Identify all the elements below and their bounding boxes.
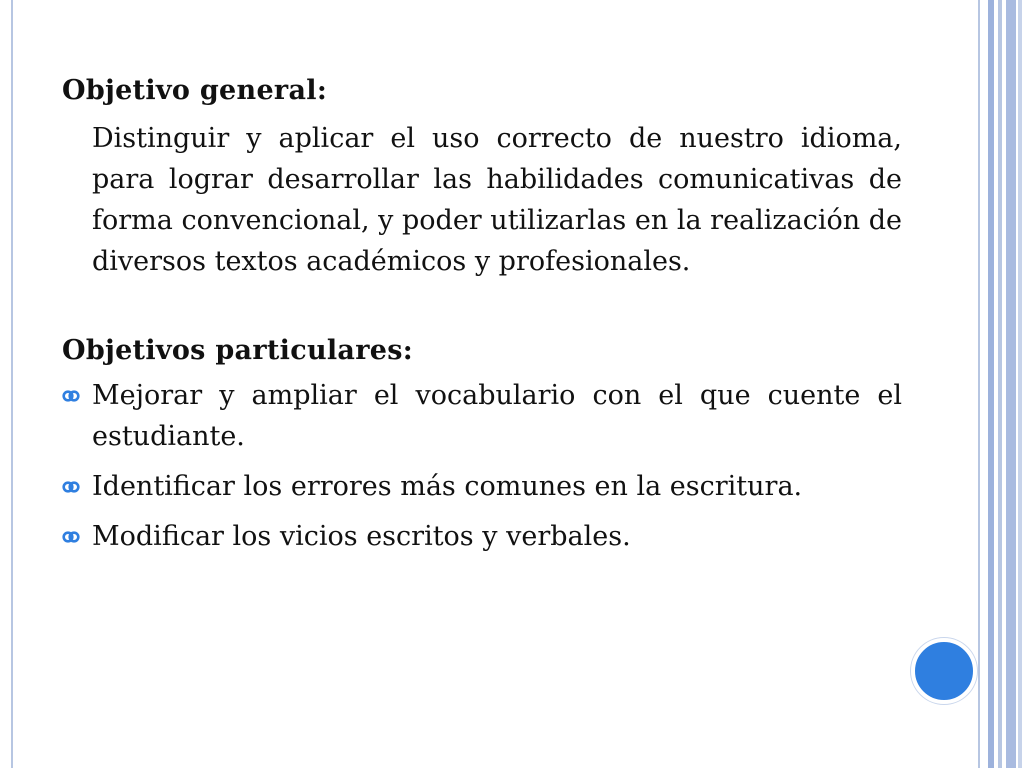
- particular-objectives-heading: Objetivos particulares:: [62, 335, 413, 366]
- right-frame-stripe: [988, 0, 994, 768]
- list-item-text: Modificar los vicios escritos y verbales.: [92, 521, 631, 552]
- list-item: [62, 375, 902, 457]
- chain-link-bullet-icon: [62, 528, 80, 546]
- list-item: [62, 466, 902, 507]
- chain-link-bullet-icon: [62, 478, 80, 496]
- list-item: [62, 516, 902, 557]
- right-frame-stripe: [1018, 0, 1022, 768]
- general-objective-heading: Objetivo general:: [62, 75, 328, 106]
- list-item-text: Mejorar y ampliar el vocabulario con el que cuente el estudiante.: [92, 380, 902, 452]
- list-item-text: Identificar los errores más comunes en la escritura.: [92, 471, 803, 502]
- slide-content: [62, 70, 902, 566]
- chain-link-bullet-icon: [62, 387, 80, 405]
- particular-objectives-list: [62, 375, 902, 557]
- left-frame-line: [11, 0, 13, 768]
- right-frame-stripe: [1006, 0, 1016, 768]
- decorative-circle: [911, 638, 977, 704]
- general-objective-text: Distinguir y aplicar el uso correcto de nuestro idioma, para lograr desarrollar las habilidades comunicativas de forma convencional, y poder utilizarlas en la realización de diversos textos académicos y profesionales.: [92, 123, 902, 277]
- right-frame-stripe: [998, 0, 1002, 768]
- right-frame-stripe: [978, 0, 980, 768]
